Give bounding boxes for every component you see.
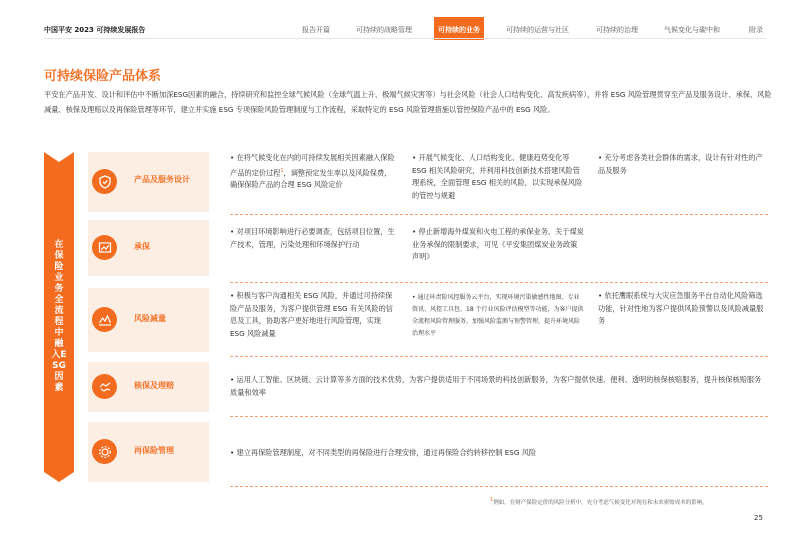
row4-cell1: • 运用人工智能、区块链、云计算等多方面的技术优势，为客户提供适用于不同场景的科技创新服务，为客户提供快速、便利、透明的核保核赔服务，提升核保核赔服务质量和效率 bbox=[230, 375, 762, 397]
footnote bbox=[490, 497, 708, 506]
nav-item-governance[interactable]: 可持续的治理 bbox=[596, 26, 638, 34]
row1-cell2: • 开展气候变化、人口结构变化、健康趋势变化等 ESG 相关风险研究，并利用科技创新技术搭建风险管理系统，全面管理 ESG 相关的风险，以实现承保风险的管控与规避 bbox=[412, 153, 583, 200]
row3-cell1: • 积极与客户沟通相关 ESG 风险，并通过可持续保险产品及服务，为客户提供管理 ESG 有关风险的信息及工具，协助客户更好地进行风险管理，实现 ESG 风险减量 bbox=[230, 291, 393, 338]
nav-item-appendix[interactable]: 附录 bbox=[749, 26, 763, 34]
row-divider bbox=[230, 486, 768, 488]
footnote-ref: 1 bbox=[280, 167, 284, 174]
nav-item-operations[interactable]: 可持续的运营与社区 bbox=[506, 26, 569, 34]
trend-icon bbox=[92, 307, 117, 332]
row-label: 风险减量 bbox=[134, 314, 166, 323]
page-number: 25 bbox=[754, 514, 763, 522]
header-divider bbox=[44, 38, 766, 39]
row1-cell1 bbox=[230, 152, 396, 192]
report-title: 中国平安 2023 可持续发展报告 bbox=[44, 26, 146, 34]
row5-cell1: • 建立再保险管理制度，对不同类型的再保险进行合理安排，通过再保险合约转移控制 ESG 风险 bbox=[230, 448, 537, 457]
nav-item-strategy[interactable]: 可持续的战略管理 bbox=[356, 26, 412, 34]
footnote-marker: 1 bbox=[490, 497, 494, 503]
row3-cell3: • 依托鹰眼系统与大灾应急服务平台自动化风险筛选功能，针对性地为客户提供风险预警以及风险减量服务 bbox=[598, 291, 764, 325]
top-nav bbox=[0, 17, 809, 40]
shield-icon bbox=[92, 169, 117, 194]
header bbox=[0, 0, 809, 40]
row-divider bbox=[230, 356, 768, 358]
row1-cell1-text: • 在将气候变化在内的可持续发展相关因素融入保险产品的定价过程 bbox=[230, 153, 395, 177]
row-label: 承保 bbox=[134, 242, 150, 251]
row-label: 产品及服务设计 bbox=[134, 175, 190, 184]
row-divider bbox=[230, 282, 768, 284]
handshake-icon bbox=[92, 374, 117, 399]
nav-item-opening[interactable]: 报告开篇 bbox=[302, 26, 330, 34]
row-label: 再保险管理 bbox=[134, 446, 174, 455]
section-title: 可持续保险产品体系 bbox=[44, 69, 162, 84]
row2-cell1: • 对项目环境影响进行必要调查，包括项目位置，生产技术，管理，污染处理和环境保护行动 bbox=[230, 227, 395, 249]
row2-cell2: • 停止新增海外煤炭和火电工程的承保业务，关于煤炭业务承保的限制要求，可见《平安集团煤炭业务政策声明》 bbox=[412, 227, 584, 261]
row-divider bbox=[230, 214, 768, 216]
row-divider bbox=[230, 416, 768, 418]
footnote-text: 例如，在财产保险定价的风险分析中，充分考虑气候变化对现在和未来索赔成本的影响。 bbox=[493, 499, 708, 506]
row3-cell2: • 通过环责险风控服务云平台，实现环境污染敏感性地图、专业资讯、风控工具包、18 个行业风险评估模型等功能，为客户提供全流程风险管理服务，加强风险监测与预警管理，提升环境风险治理水平 bbox=[412, 294, 584, 337]
gear-icon bbox=[92, 439, 117, 464]
row-label: 核保及理赔 bbox=[134, 381, 174, 390]
nav-item-climate[interactable]: 气候变化与碳中和 bbox=[664, 26, 720, 34]
row1-cell1-tail: ，调整预定发生率以及风险保费，确保保险产品的合理 ESG 风险定价 bbox=[230, 167, 392, 190]
nav-item-business[interactable]: 可持续的业务 bbox=[434, 17, 484, 40]
chart-icon bbox=[92, 235, 117, 260]
side-process-label: 在保险业务全流程中融入ESG因素 bbox=[51, 240, 67, 393]
intro-paragraph: 平安在产品开发、设计和评估中不断加深ESG因素的融合，持续研究和监控全球气候风险（全球气温上升、极端气候灾害等）与社会风险（社会人口结构变化、高发疾病等），并将 ESG 风险管理贯穿至产品及服务设计、承保、风险减量、核保及理赔以及再保险管理等环节，建立并实施 ESG 专项保险风险管理制度与工作流程，采取特定的 ESG 风险管理措施以管控保险产品中的 ESG 风险。 bbox=[44, 90, 772, 114]
row1-cell3: • 充分考虑各类社会群体的需求，设计有针对性的产品及服务 bbox=[598, 153, 763, 175]
